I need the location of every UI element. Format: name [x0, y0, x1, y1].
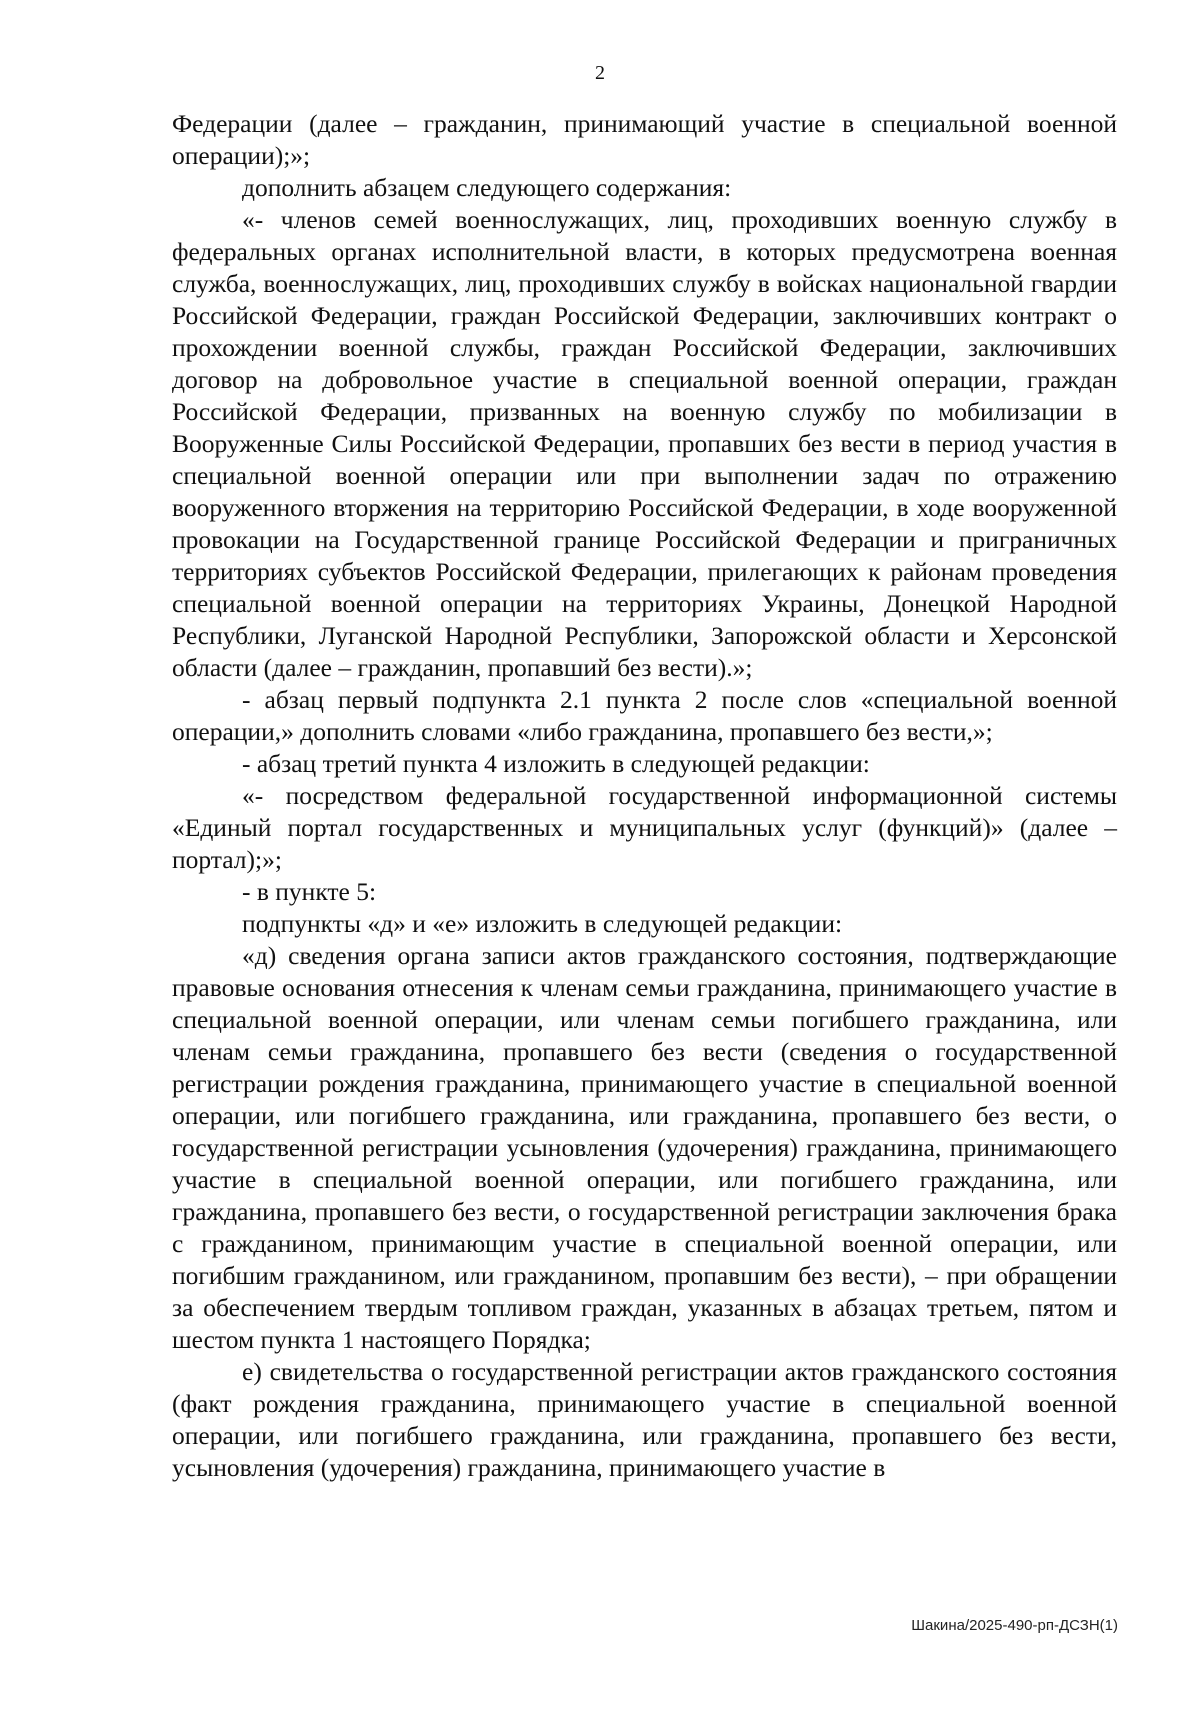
footer-document-code: Шакина/2025-490-рп-ДСЗН(1) — [911, 1617, 1118, 1634]
paragraph: дополнить абзацем следующего содержания: — [242, 173, 732, 202]
document-body — [172, 108, 1117, 1484]
paragraph: «- членов семей военнослужащих, лиц, проходивших военную службу в федеральных органах исполнительной власти, в которых предусмотрена военная служба, военнослужащих, лиц, проходивших службу в войсках национальной гвардии Российской Федерации, граждан Российской Федерации, заключивших контракт о прохождении военной службы, граждан Российской Федерации, заключивших договор на добровольное участие в специальной военной операции, граждан Российской Федерации, призванных на военную службу по мобилизации в Вооруженные Силы Российской Федерации, пропавших без вести в период участия в специальной военной операции или при выполнении задач по отражению вооруженного вторжения на территорию Российской Федерации, в ходе вооруженной провокации на Государственной границе Российской Федерации и приграничных территориях субъектов Российской Федерации, прилегающих к районам проведения специальной военной операции на территориях Украины, Донецкой Народной Республики, Луганской Народной Республики, Запорожской области и Херсонской области (далее – гражданин, пропавший без вести).»; — [172, 205, 1117, 682]
paragraph: подпункты «д» и «е» изложить в следующей редакции: — [242, 909, 843, 938]
paragraph: - в пункте 5: — [242, 877, 377, 906]
paragraph: е) свидетельства о государственной регистрации актов гражданского состояния (факт рождения гражданина, принимающего участие в специальной военной операции, или погибшего гражданина, или гражданина, пропавшего без вести, усыновления (удочерения) гражданина, принимающего участие в — [172, 1357, 1117, 1482]
paragraph: «- посредством федеральной государственной информационной системы «Единый портал государственных и муниципальных услуг (функций)» (далее – портал);»; — [172, 781, 1117, 874]
paragraph: Федерации (далее – гражданин, принимающий участие в специальной военной операции);»; — [172, 109, 1117, 170]
paragraph: «д) сведения органа записи актов гражданского состояния, подтверждающие правовые основания отнесения к членам семьи гражданина, принимающего участие в специальной военной операции, или членам семьи погибшего гражданина, или членам семьи гражданина, пропавшего без вести (сведения о государственной регистрации рождения гражданина, принимающего участие в специальной военной операции, или погибшего гражданина, или гражданина, пропавшего без вести, о государственной регистрации усыновления (удочерения) гражданина, принимающего участие в специальной военной операции, или погибшего гражданина, или гражданина, пропавшего без вести, о государственной регистрации заключения брака с гражданином, принимающим участие в специальной военной операции, или погибшим гражданином, или гражданином, пропавшим без вести), – при обращении за обеспечением твердым топливом граждан, указанных в абзацах третьем, пятом и шестом пункта 1 настоящего Порядка; — [172, 941, 1117, 1354]
paragraph: - абзац третий пункта 4 изложить в следующей редакции: — [242, 749, 870, 778]
paragraph: - абзац первый подпункта 2.1 пункта 2 после слов «специальной военной операции,» дополнить словами «либо гражданина, пропавшего без вести,»; — [172, 685, 1117, 746]
page-number: 2 — [595, 62, 605, 84]
